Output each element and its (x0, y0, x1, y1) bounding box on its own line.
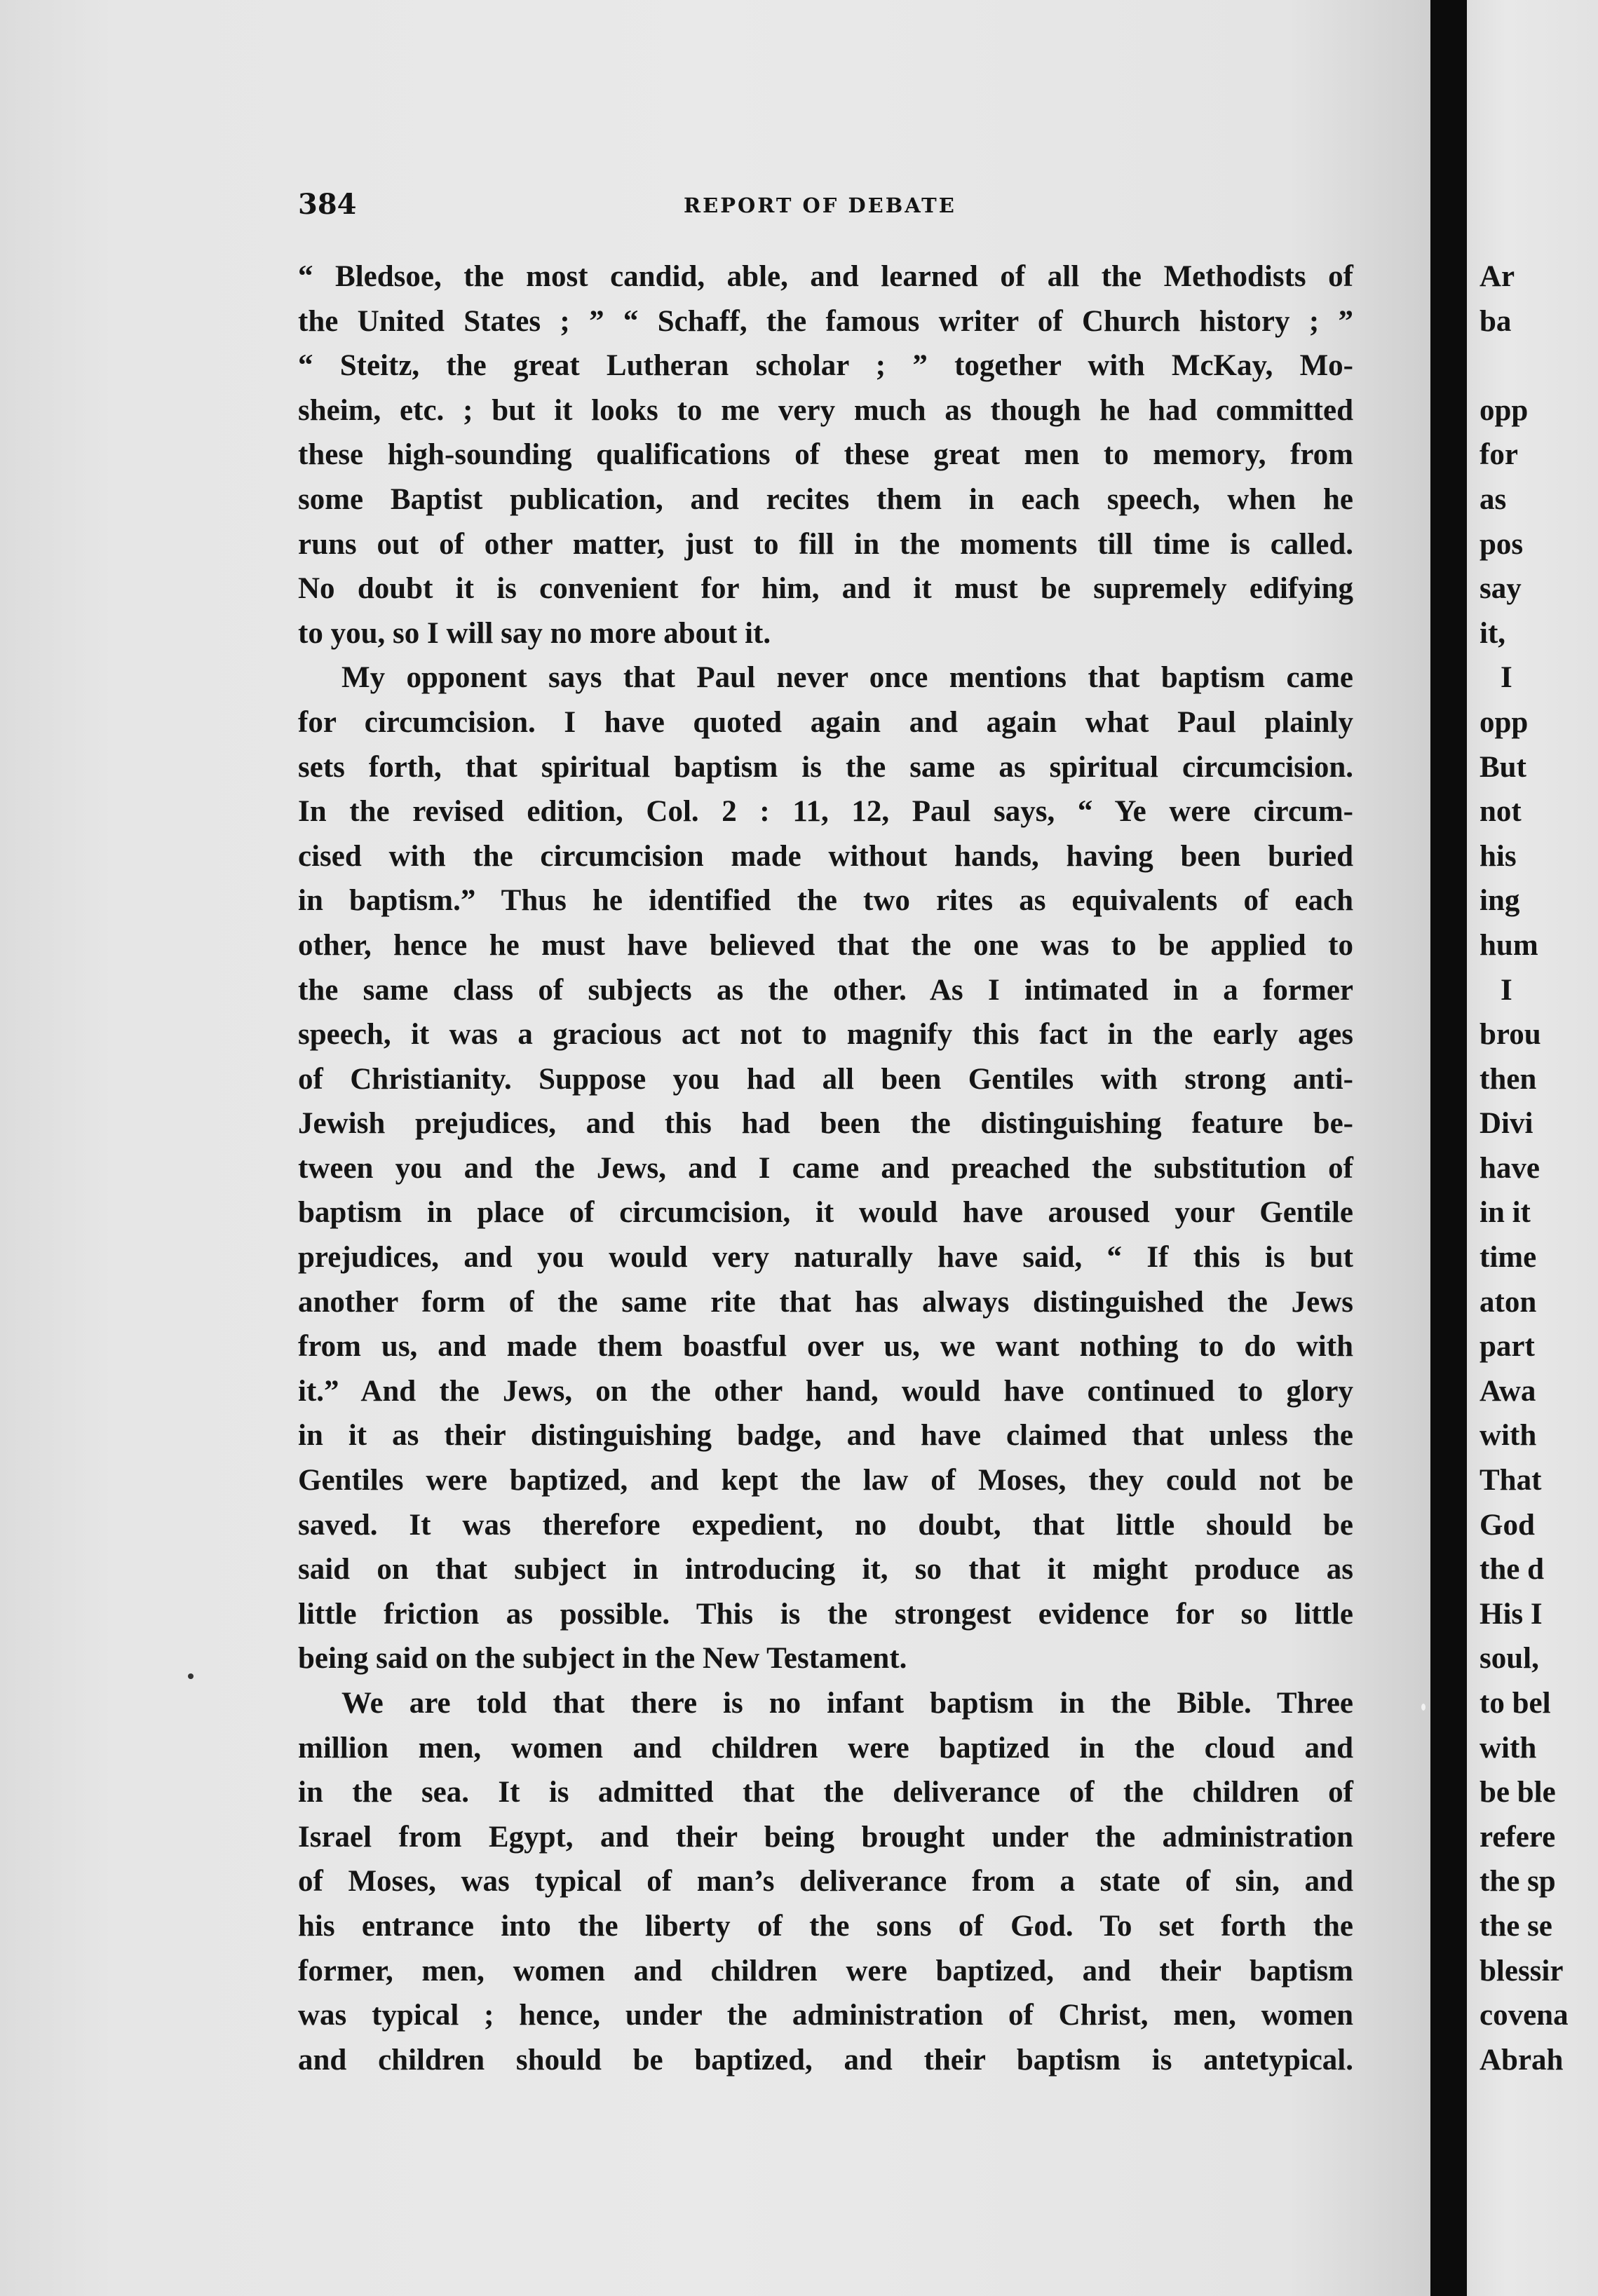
text-line: tween you and the Jews, and I came and preached the substitution of (298, 1151, 1353, 1185)
text-line: in the sea. It is admitted that the deliverance of the children of (298, 1776, 1353, 1809)
facing-text-line: it, (1479, 616, 1506, 650)
facing-text-line: Awa (1479, 1374, 1536, 1408)
text-line: speech, it was a gracious act not to magnify this fact in the early ages (298, 1018, 1353, 1052)
text-line: sheim, etc. ; but it looks to me very much as though he had committed (298, 393, 1353, 427)
facing-text-line: the d (1479, 1553, 1544, 1587)
facing-text-line: I (1501, 973, 1512, 1007)
facing-page-text-fragment (1479, 254, 1569, 2082)
facing-text-line: to bel (1479, 1687, 1551, 1720)
text-line: “ Bledsoe, the most candid, able, and learned of all the Methodists of (298, 260, 1353, 293)
facing-text-line: I (1501, 661, 1512, 695)
facing-text-line: opp (1479, 393, 1529, 427)
facing-text-line: the se (1479, 1909, 1552, 1943)
print-speck (1421, 1704, 1426, 1711)
text-line: runs out of other matter, just to fill in the moments till time is called. (298, 527, 1353, 561)
text-line: My opponent says that Paul never once mentions that baptism came (341, 661, 1353, 695)
facing-text-line: blessir (1479, 1954, 1564, 1988)
text-line: We are told that there is no infant baptism in the Bible. Three (341, 1687, 1353, 1720)
facing-text-line: ing (1479, 884, 1520, 918)
text-line: his entrance into the liberty of the sons of God. To set forth the (298, 1909, 1353, 1943)
text-line: these high-sounding qualifications of these great men to memory, from (298, 438, 1353, 472)
text-line: Gentiles were baptized, and kept the law of Moses, they could not be (298, 1464, 1353, 1497)
facing-text-line: the sp (1479, 1865, 1556, 1898)
facing-text-line (1479, 344, 1569, 388)
facing-text-line: his (1479, 839, 1517, 873)
text-line: sets forth, that spiritual baptism is the same as spiritual circumcision. (298, 750, 1353, 784)
text-line: for circumcision. I have quoted again and again what Paul plainly (298, 705, 1353, 739)
facing-text-line: for (1479, 438, 1518, 472)
facing-text-line: in it (1479, 1196, 1531, 1230)
facing-text-line: as (1479, 482, 1507, 516)
facing-text-line: But (1479, 750, 1526, 784)
text-line: of Christianity. Suppose you had all been Gentiles with strong anti- (298, 1062, 1353, 1096)
text-line: former, men, women and children were baptized, and their baptism (298, 1954, 1353, 1988)
text-line: Israel from Egypt, and their being brought under the administration (298, 1820, 1353, 1854)
facing-text-line: refere (1479, 1820, 1556, 1854)
facing-text-line: ba (1479, 304, 1512, 338)
text-line: In the revised edition, Col. 2 : 11, 12, Paul says, “ Ye were circum- (298, 795, 1353, 829)
text-line: and children should be baptized, and their baptism is antetypical. (298, 2043, 1353, 2077)
text-line: of Moses, was typical of man’s deliverance from a state of sin, and (298, 1865, 1353, 1898)
text-line: said on that subject in introducing it, so that it might produce as (298, 1553, 1353, 1587)
page-header (298, 188, 1353, 230)
facing-text-line: God (1479, 1508, 1535, 1542)
text-line: million men, women and children were baptized in the cloud and (298, 1731, 1353, 1765)
facing-text-line: hum (1479, 928, 1538, 962)
facing-text-line: time (1479, 1241, 1537, 1275)
text-line: prejudices, and you would very naturally have said, “ If this is but (298, 1241, 1353, 1275)
text-line: another form of the same rite that has always distinguished the Jews (298, 1285, 1353, 1319)
facing-text-line: Divi (1479, 1107, 1533, 1141)
facing-text-line: have (1479, 1151, 1540, 1185)
text-line: baptism in place of circumcision, it would have aroused your Gentile (298, 1196, 1353, 1230)
text-line: in baptism.” Thus he identified the two rites as equivalents of each (298, 884, 1353, 918)
text-line: No doubt it is convenient for him, and it must be supremely edifying (298, 572, 1353, 606)
text-line: the United States ; ” “ Schaff, the famous writer of Church history ; ” (298, 304, 1353, 338)
facing-text-line: That (1479, 1464, 1542, 1497)
facing-text-line: part (1479, 1330, 1535, 1364)
print-speck (188, 1673, 194, 1679)
text-line: some Baptist publication, and recites them in each speech, when he (298, 482, 1353, 516)
facing-text-line: Ar (1479, 260, 1515, 293)
facing-text-line: His I (1479, 1597, 1543, 1631)
text-line: being said on the subject in the New Testament. (298, 1642, 907, 1676)
text-line: the same class of subjects as the other. As I intimated in a former (298, 973, 1353, 1007)
text-line: it.” And the Jews, on the other hand, would have continued to glory (298, 1374, 1353, 1408)
text-line: other, hence he must have believed that the one was to be applied to (298, 928, 1353, 962)
text-line: cised with the circumcision made without hands, having been buried (298, 839, 1353, 873)
facing-text-line: aton (1479, 1285, 1537, 1319)
facing-text-line: pos (1479, 527, 1524, 561)
facing-text-line: Abrah (1479, 2043, 1564, 2077)
text-line: in it as their distinguishing badge, and have claimed that unless the (298, 1419, 1353, 1453)
facing-text-line: be ble (1479, 1776, 1556, 1809)
facing-text-line: brou (1479, 1018, 1541, 1052)
page-number: 384 (298, 188, 357, 221)
text-line: to you, so I will say no more about it. (298, 616, 771, 650)
facing-text-line: with (1479, 1419, 1537, 1453)
facing-text-line: opp (1479, 705, 1529, 739)
facing-text-line: covena (1479, 1999, 1569, 2032)
text-line: from us, and made them boastful over us, we want nothing to do with (298, 1330, 1353, 1364)
facing-text-line: then (1479, 1062, 1537, 1096)
facing-text-line: not (1479, 795, 1522, 829)
running-title: REPORT OF DEBATE (684, 193, 956, 217)
facing-text-line: with (1479, 1731, 1537, 1765)
book-binding-gutter (1430, 0, 1467, 2296)
text-line: was typical ; hence, under the administration of Christ, men, women (298, 1999, 1353, 2032)
text-line: “ Steitz, the great Lutheran scholar ; ” together with McKay, Mo- (298, 349, 1353, 383)
text-line: saved. It was therefore expedient, no doubt, that little should be (298, 1508, 1353, 1542)
body-text (298, 254, 1353, 2082)
text-line: little friction as possible. This is the strongest evidence for so little (298, 1597, 1353, 1631)
text-line: Jewish prejudices, and this had been the distinguishing feature be- (298, 1107, 1353, 1141)
facing-text-line: soul, (1479, 1642, 1539, 1676)
facing-text-line: say (1479, 572, 1522, 606)
